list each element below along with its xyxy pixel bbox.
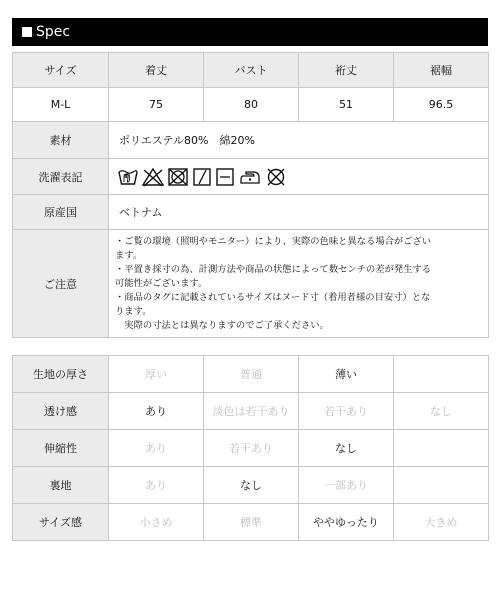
line-dry-icon (192, 167, 212, 187)
sleeve-column-header: 裄丈 (299, 53, 394, 88)
origin-value: ベトナム (109, 195, 489, 230)
lining-option: 一部あり (299, 467, 394, 504)
hem-width-value: 96.5 (394, 88, 489, 122)
no-bleach-icon (142, 167, 164, 187)
stretch-option (394, 430, 489, 467)
hand-wash-icon (117, 167, 139, 187)
lining-row (13, 467, 489, 504)
fabric-feel-table (12, 355, 489, 541)
no-tumble-dry-icon (167, 167, 189, 187)
thickness-option: 普通 (204, 356, 299, 393)
material-label: 素材 (13, 122, 109, 159)
fit-option: 標準 (204, 504, 299, 541)
stretch-option: なし (299, 430, 394, 467)
thickness-option: 厚い (109, 356, 204, 393)
sheerness-label: 透け感 (13, 393, 109, 430)
wash-icons-cell (109, 159, 489, 195)
lining-label: 裏地 (13, 467, 109, 504)
sheerness-option: なし (394, 393, 489, 430)
sheerness-option: 淡色は若干あり (204, 393, 299, 430)
notes-line: 実際の寸法とは異なりますのでご了承ください。 (115, 319, 329, 331)
stretch-option: 若干あり (204, 430, 299, 467)
thickness-label: 生地の厚さ (13, 356, 109, 393)
bust-value: 80 (204, 88, 299, 122)
size-row (13, 88, 489, 122)
sleeve-value: 51 (299, 88, 394, 122)
thickness-option (394, 356, 489, 393)
notes-text (109, 230, 489, 338)
size-column-header: サイズ (13, 53, 109, 88)
spec-title: Spec (36, 24, 71, 40)
notes-line: ります。 (115, 305, 152, 317)
notes-row (13, 230, 489, 338)
lining-option (394, 467, 489, 504)
size-value: M-L (13, 88, 109, 122)
notes-line: ・商品のタグに記載されているサイズはヌード寸（着用者様の目安寸）とな (115, 291, 431, 303)
sheerness-option: 若干あり (299, 393, 394, 430)
notes-line: ・ご覧の環境（照明やモニター）により、実際の色味と異なる場合がござい (115, 235, 432, 247)
stretch-label: 伸縮性 (13, 430, 109, 467)
notes-line: ・平置き採寸の為、計測方法や商品の状態によって数センチの差が発生する (115, 263, 432, 275)
wash-icons (109, 167, 488, 187)
sheerness-option: あり (109, 393, 204, 430)
lining-option: あり (109, 467, 204, 504)
no-dry-clean-icon (265, 167, 287, 187)
fit-option: 大きめ (394, 504, 489, 541)
spec-header (12, 18, 488, 46)
stretch-option: あり (109, 430, 204, 467)
wash-label: 洗濯表記 (13, 159, 109, 195)
bust-column-header: バスト (204, 53, 299, 88)
spec-table (12, 52, 489, 338)
notes-line: ます。 (115, 249, 143, 261)
material-row (13, 122, 489, 159)
origin-row (13, 195, 489, 230)
spec-header-row (13, 53, 489, 88)
notes-label: ご注意 (13, 230, 109, 338)
notes-line: 可能性がございます。 (115, 277, 208, 289)
thickness-row (13, 356, 489, 393)
wash-row (13, 159, 489, 195)
lining-option: なし (204, 467, 299, 504)
length-column-header: 着丈 (109, 53, 204, 88)
square-icon (22, 27, 32, 37)
flat-dry-icon (215, 167, 235, 187)
thickness-option: 薄い (299, 356, 394, 393)
fit-option: 小さめ (109, 504, 204, 541)
material-value: ポリエステル80% 綿20% (109, 122, 489, 159)
hem-width-column-header: 裾幅 (394, 53, 489, 88)
sheerness-row (13, 393, 489, 430)
fit-option: ややゆったり (299, 504, 394, 541)
stretch-row (13, 430, 489, 467)
length-value: 75 (109, 88, 204, 122)
fit-row (13, 504, 489, 541)
low-iron-icon (238, 167, 262, 187)
origin-label: 原産国 (13, 195, 109, 230)
fit-label: サイズ感 (13, 504, 109, 541)
